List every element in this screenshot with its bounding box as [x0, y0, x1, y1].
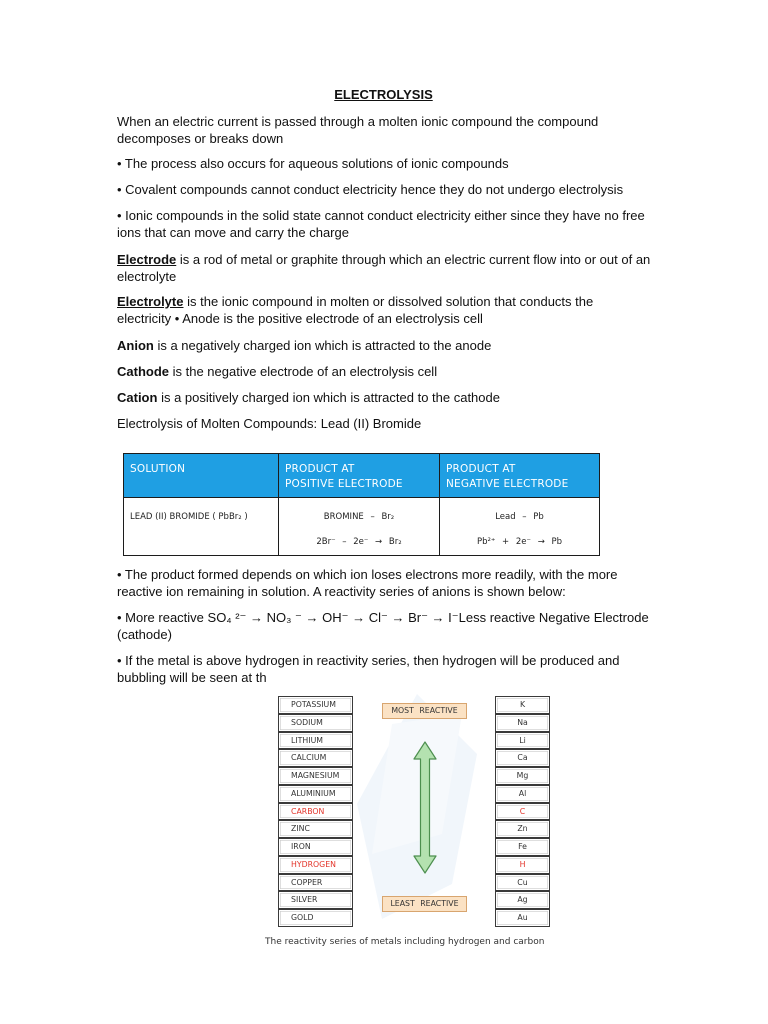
definition-cathode	[117, 363, 437, 380]
metal-symbol-iron: Fe	[495, 838, 550, 856]
cell-positive-product	[279, 498, 440, 556]
definition-term: Electrolyte	[117, 294, 184, 309]
bullet-anion-series	[117, 609, 649, 643]
definition-anion	[117, 337, 491, 354]
table-header-row	[124, 454, 600, 498]
definition-line: electrolyte	[117, 269, 177, 284]
metal-name-lithium: LITHIUM	[278, 732, 353, 750]
header-line: PRODUCT AT	[285, 463, 355, 475]
header-line: PRODUCT AT	[446, 463, 516, 475]
bullet-product-formed	[117, 566, 618, 600]
least-reactive-label: LEAST REACTIVE	[382, 896, 467, 912]
metal-symbol-calcium: Ca	[495, 749, 550, 767]
bullet-line: • Ionic compounds in the solid state cannot conduct electricity either since they have no free	[117, 208, 645, 223]
header-positive-electrode	[279, 454, 440, 498]
metal-symbol-aluminium: Al	[495, 785, 550, 803]
product-line: BROMINE – Br₂	[323, 512, 395, 522]
metal-name-gold: GOLD	[278, 909, 353, 927]
bullet-covalent	[117, 181, 623, 198]
header-negative-electrode	[440, 454, 600, 498]
definition-term: Cathode	[117, 364, 169, 379]
metal-name-magnesium: MAGNESIUM	[278, 767, 353, 785]
cell-negative-product	[440, 498, 600, 556]
definition-term: Electrode	[117, 252, 177, 267]
metal-symbol-zinc: Zn	[495, 820, 550, 838]
definition-text: is the ionic compound in molten or dissolved solution that conducts the	[183, 294, 594, 309]
definition-text: is a negatively charged ion which is attracted to the anode	[153, 338, 492, 353]
metal-symbol-potassium: K	[495, 696, 550, 714]
section-heading-text: Electrolysis of Molten Compounds: Lead (II) Bromide	[117, 416, 422, 431]
definition-line	[117, 389, 500, 406]
metal-name-calcium: CALCIUM	[278, 749, 353, 767]
header-line: NEGATIVE ELECTRODE	[446, 478, 569, 490]
metal-symbol-gold: Au	[495, 909, 550, 927]
reactivity-series-figure	[262, 684, 572, 954]
definition-line	[117, 293, 593, 310]
metal-name-carbon: CARBON	[278, 803, 353, 821]
half-equation: Pb²⁺ + 2e⁻ → Pb	[476, 537, 563, 547]
section-heading	[117, 415, 421, 432]
double-arrow-icon	[405, 741, 445, 875]
table-row	[124, 498, 600, 556]
bullet-line: • The process also occurs for aqueous solutions of ionic compounds	[117, 156, 509, 171]
bullet-hydrogen	[117, 652, 619, 686]
metal-symbol-lithium: Li	[495, 732, 550, 750]
metal-name-potassium: POTASSIUM	[278, 696, 353, 714]
header-line: POSITIVE ELECTRODE	[285, 478, 403, 490]
bullet-line: • More reactive SO₄ ²⁻ → NO₃ ⁻ → OH⁻ → Cl⁻ → Br⁻ → I⁻Less reactive Negative Electrode	[117, 610, 649, 625]
definition-electrolyte	[117, 293, 593, 327]
product-line: Lead – Pb	[495, 512, 544, 522]
definition-line	[117, 363, 437, 380]
intro-line: decomposes or breaks down	[117, 131, 284, 146]
metal-symbol-carbon: C	[495, 803, 550, 821]
bullet-line: bubbling will be seen at th	[117, 670, 267, 685]
bullet-line: (cathode)	[117, 627, 172, 642]
cell-solution: LEAD (II) BROMIDE ( PbBr₂ )	[124, 498, 279, 556]
intro-paragraph	[117, 113, 598, 147]
metal-name-column	[278, 696, 353, 927]
header-solution	[124, 454, 279, 498]
metal-name-hydrogen: HYDROGEN	[278, 856, 353, 874]
bullet-aqueous	[117, 155, 509, 172]
metal-name-aluminium: ALUMINIUM	[278, 785, 353, 803]
metal-name-iron: IRON	[278, 838, 353, 856]
intro-line: When an electric current is passed through a molten ionic compound the compound	[117, 114, 599, 129]
definition-text: is a rod of metal or graphite through which an electric current flow into or out of an	[176, 252, 651, 267]
definition-line	[117, 337, 491, 354]
metal-symbol-column	[495, 696, 550, 927]
definition-term: Anion	[117, 338, 154, 353]
electrolysis-products-table	[123, 453, 600, 556]
bullet-line: • If the metal is above hydrogen in reactivity series, then hydrogen will be produced and	[117, 653, 620, 668]
definition-text: is the negative electrode of an electrolysis cell	[169, 364, 438, 379]
bullet-line: • Covalent compounds cannot conduct electricity hence they do not undergo electrolysis	[117, 182, 624, 197]
bullet-line: reactive ion remaining in solution. A reactivity series of anions is shown below:	[117, 584, 566, 599]
metal-symbol-hydrogen: H	[495, 856, 550, 874]
definition-cation	[117, 389, 500, 406]
most-reactive-label: MOST REACTIVE	[382, 703, 467, 719]
figure-caption: The reactivity series of metals including hydrogen and carbon	[265, 937, 545, 947]
metal-symbol-silver: Ag	[495, 891, 550, 909]
metal-name-sodium: SODIUM	[278, 714, 353, 732]
metal-symbol-magnesium: Mg	[495, 767, 550, 785]
metal-name-silver: SILVER	[278, 891, 353, 909]
definition-electrode	[117, 251, 650, 285]
definition-term: Cation	[117, 390, 158, 405]
bullet-line: ions that can move and carry the charge	[117, 225, 349, 240]
bullet-ionic-solid	[117, 207, 645, 241]
definition-text: is a positively charged ion which is attracted to the cathode	[157, 390, 500, 405]
page-title: ELECTROLYSIS	[334, 87, 433, 102]
half-equation: 2Br⁻ – 2e⁻ → Br₂	[316, 537, 402, 547]
definition-line: electricity • Anode is the positive electrode of an electrolysis cell	[117, 311, 483, 326]
metal-symbol-copper: Cu	[495, 874, 550, 892]
metal-name-copper: COPPER	[278, 874, 353, 892]
metal-symbol-sodium: Na	[495, 714, 550, 732]
header-line: SOLUTION	[130, 463, 186, 475]
bullet-line: • The product formed depends on which ion loses electrons more readily, with the more	[117, 567, 618, 582]
metal-name-zinc: ZINC	[278, 820, 353, 838]
definition-line	[117, 251, 650, 268]
